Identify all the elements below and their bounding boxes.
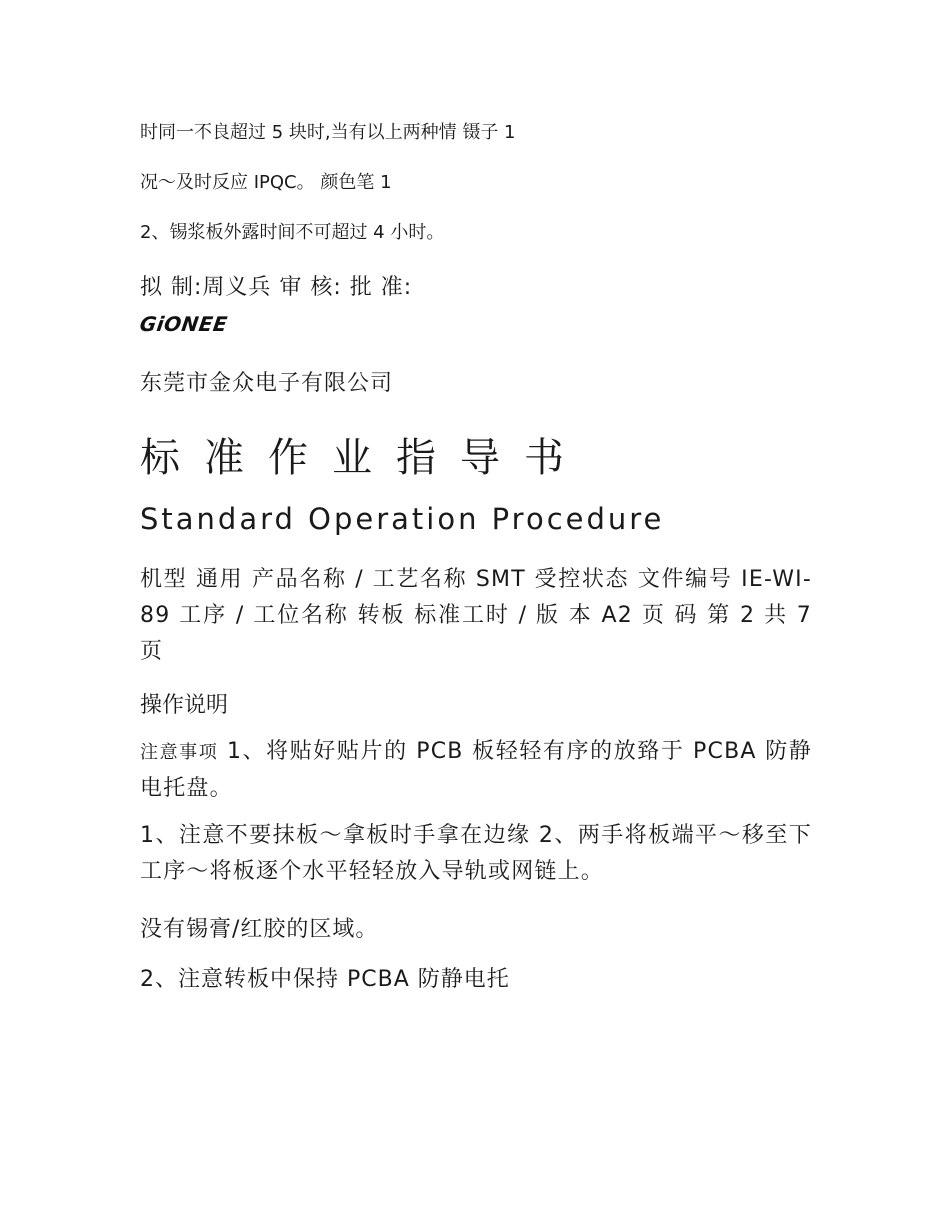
notes-paragraph	[140, 734, 812, 807]
notes-label: 注意事项	[140, 742, 219, 763]
company-logo: GiONEE	[138, 312, 230, 336]
paragraph-3: 2、注意转板中保持 PCBA 防静电托	[140, 967, 510, 992]
approval-line: 拟 制:周义兵 审 核: 批 准:	[140, 275, 413, 300]
text-line-2: 况～及时反应 IPQC。 颜色笔 1	[140, 172, 392, 193]
document-subtitle: Standard Operation Procedure	[140, 502, 665, 536]
text-line-3: 2、锡浆板外露时间不可超过 4 小时。	[140, 222, 445, 243]
text-line-1: 时同一不良超过 5 块时,当有以上两种情 镊子 1	[140, 122, 516, 143]
document-title: 标准作业指导书	[140, 435, 588, 481]
notes-text: 1、将贴好贴片的 PCB 板轻轻有序的放臵于 PCBA 防静电托盘。	[140, 739, 812, 801]
paragraph-2: 没有锡膏/红胶的区域。	[140, 917, 379, 942]
header-info: 机型 通用 产品名称 / 工艺名称 SMT 受控状态 文件编号 IE-WI-89 工序 / 工位名称 转板 标准工时 / 版 本 A2 页 码 第 2 共 7 页	[140, 567, 812, 664]
company-name: 东莞市金众电子有限公司	[140, 371, 394, 396]
paragraph-1: 1、注意不要抹板～拿板时手拿在边缘 2、两手将板端平～移至下工序～将板逐个水平轻轻放入导轨或网链上。	[140, 823, 812, 884]
section-label: 操作说明	[140, 693, 229, 718]
